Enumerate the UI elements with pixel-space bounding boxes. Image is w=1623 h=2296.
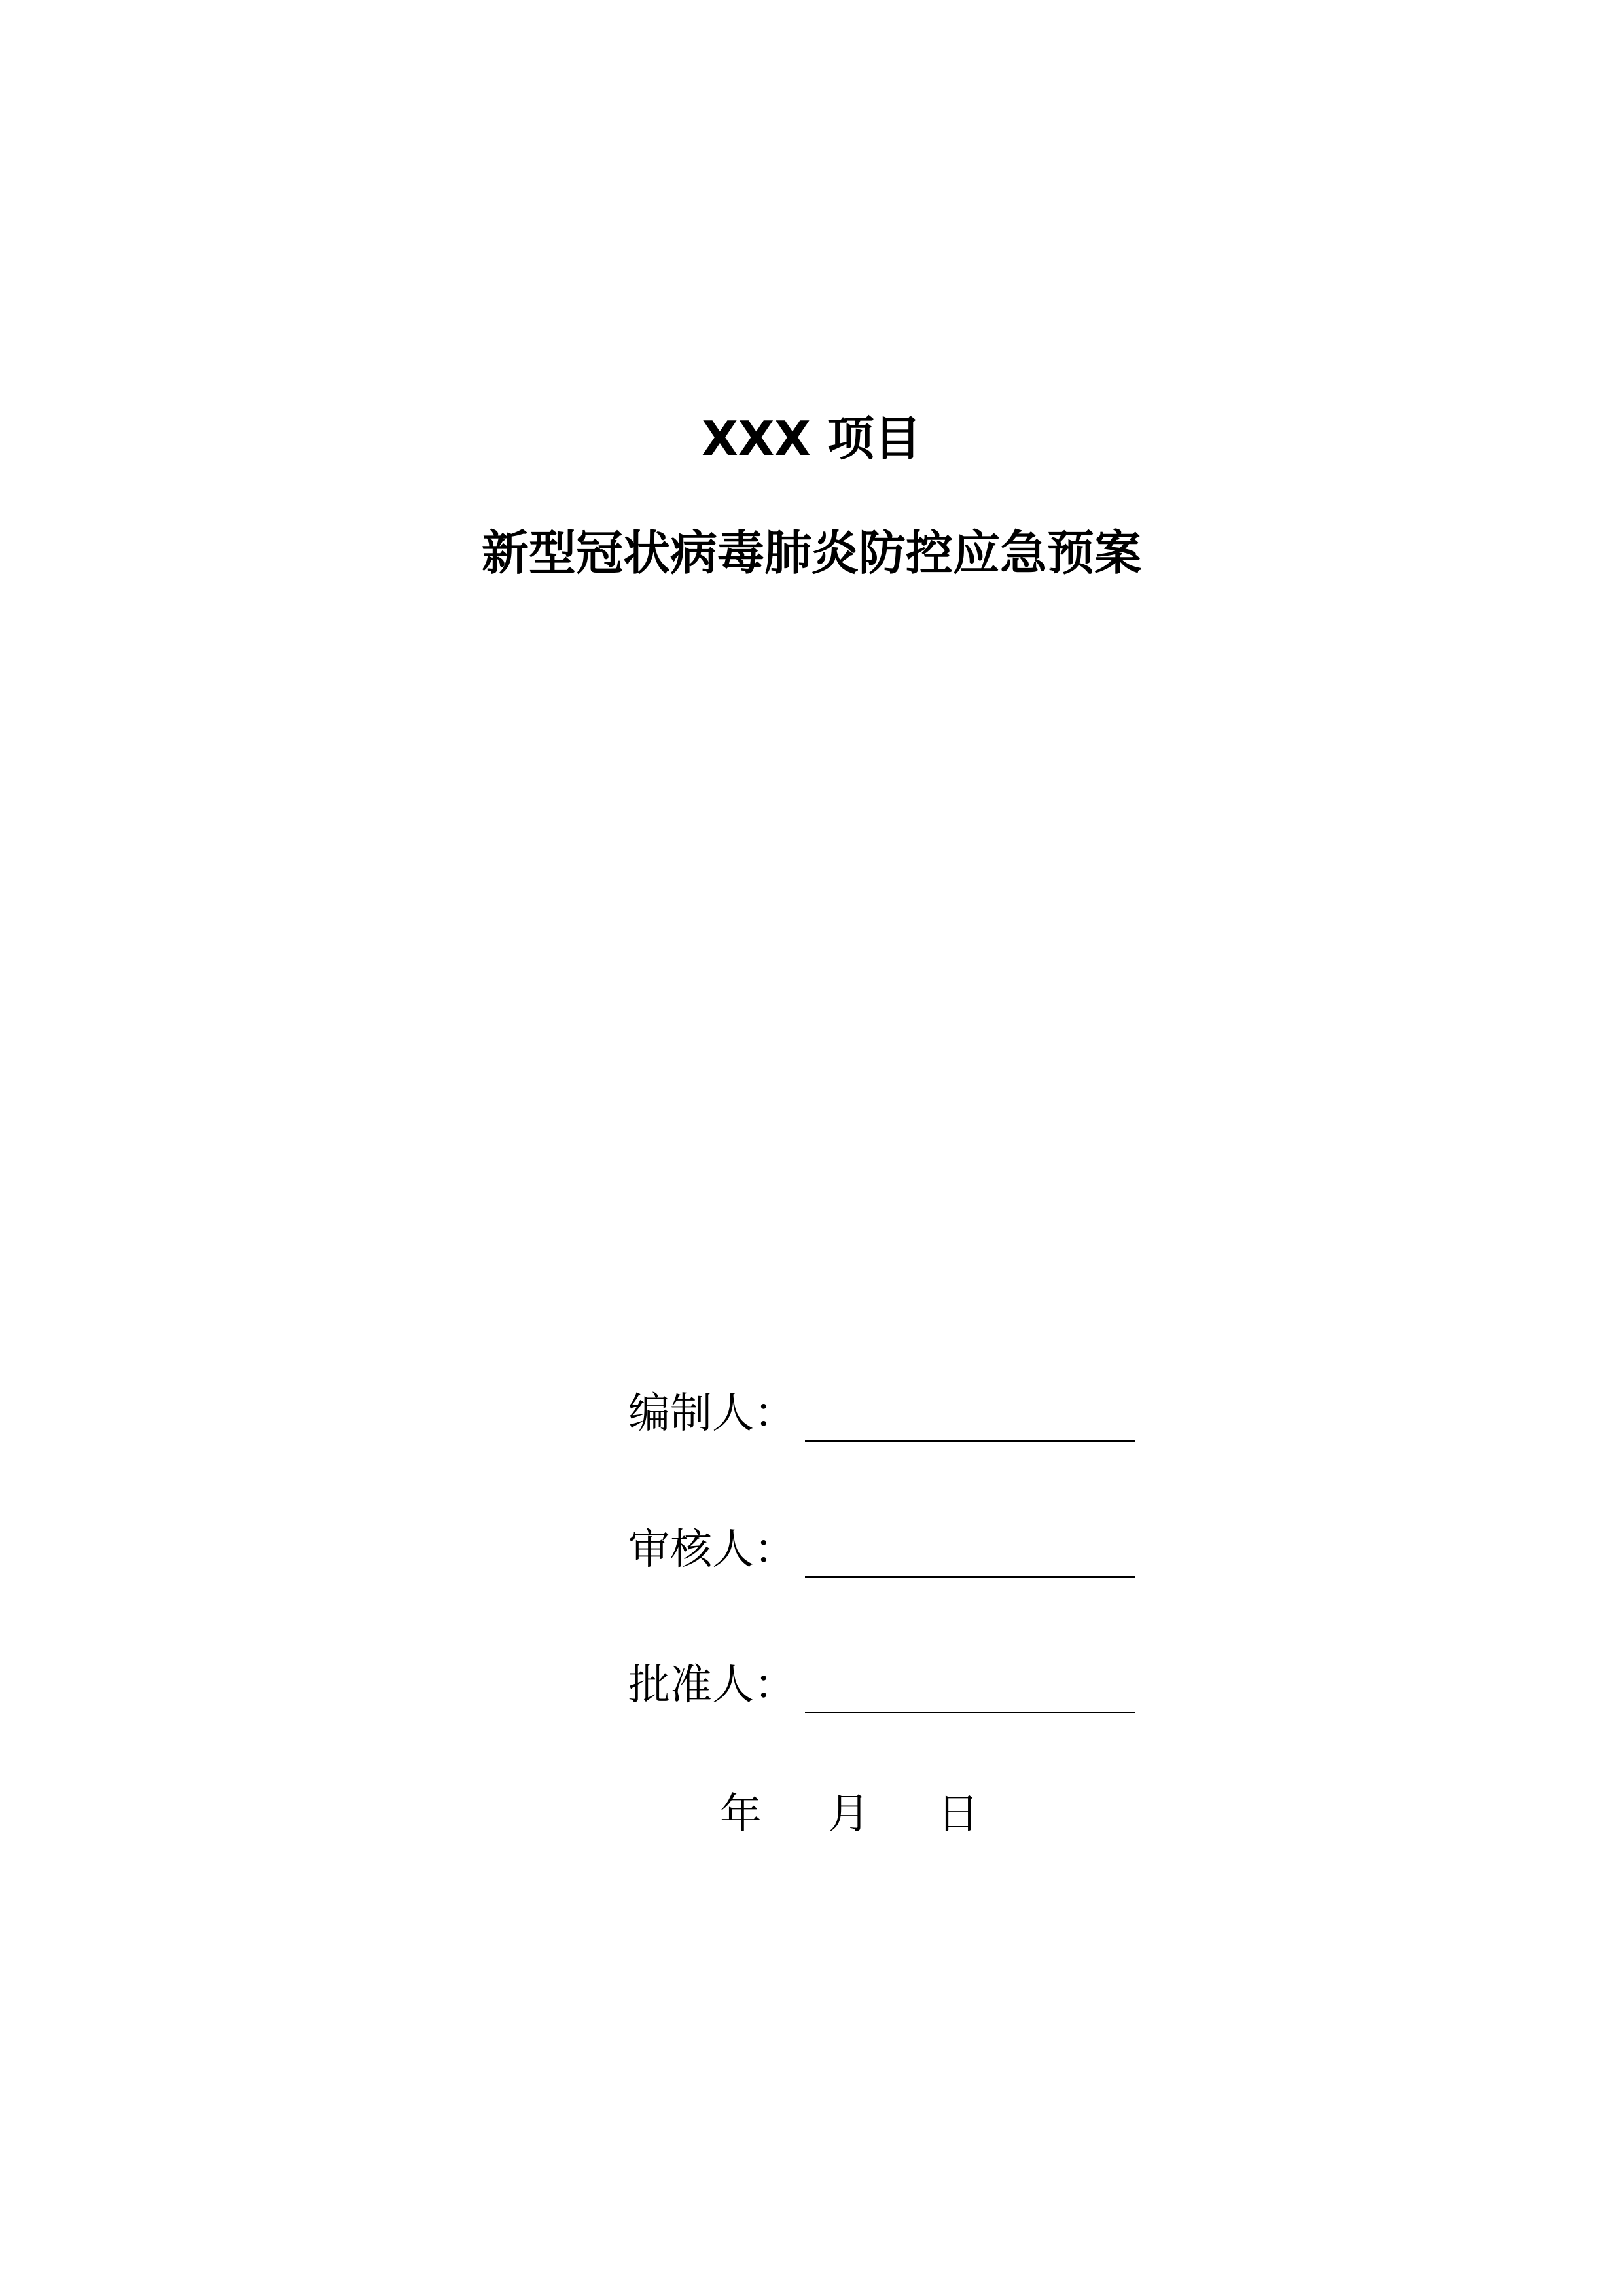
editor-signature-line [805,1440,1135,1442]
date-year-label: 年 [720,1790,762,1839]
project-title: XXX 项目 [702,411,921,466]
reviewer-signature-row [628,1517,1139,1583]
plan-title: 新型冠状病毒肺炎防控应急预案 [481,526,1141,581]
reviewer-signature-line [805,1576,1135,1578]
reviewer-label: 审核人： [628,1526,796,1574]
editor-label: 编制人： [628,1390,796,1438]
date-month-label: 月 [828,1790,870,1839]
approver-signature-line [805,1712,1135,1713]
approver-signature-row [628,1653,1139,1718]
editor-signature-row [628,1381,1139,1446]
date-day-label: 日 [937,1790,979,1839]
date-row [0,1782,1623,1847]
approver-label: 批准人： [628,1661,796,1710]
